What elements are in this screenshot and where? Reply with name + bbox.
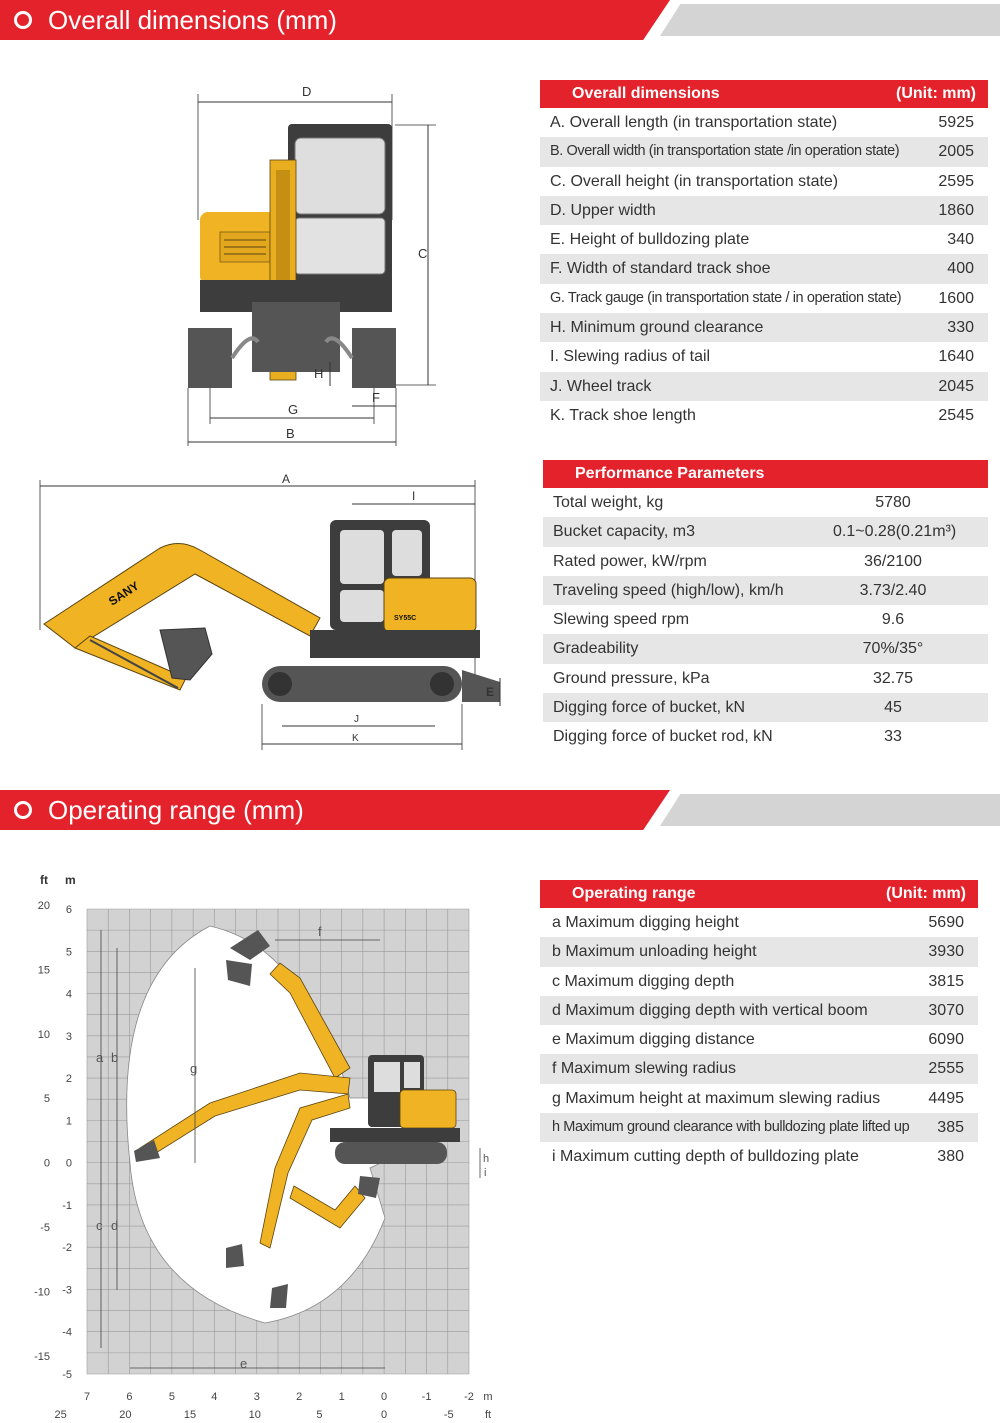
row-value: 3930 [928, 943, 964, 961]
boom-brand-label: SANY [106, 578, 142, 609]
unit-ft-bottom-label: ft [484, 1409, 492, 1421]
label-G: G [288, 402, 299, 417]
row-value: 9.6 [881, 611, 905, 629]
tick-label-ft-bottom: -5 [443, 1409, 454, 1421]
table-row [540, 108, 988, 137]
tick-label-m-left: 5 [65, 946, 72, 959]
unit-m-label: m [65, 873, 76, 887]
row-value: 5780 [875, 494, 911, 511]
table-row [540, 1142, 978, 1171]
row-label: Total weight, kg [553, 494, 664, 511]
tick-label-m-left: -1 [62, 1199, 72, 1212]
row-value: 2005 [938, 143, 974, 161]
label-b: b [111, 1050, 119, 1065]
row-value: 4495 [928, 1089, 964, 1107]
banner-gray-bar [660, 794, 1000, 826]
tick-label-m-bottom: 1 [338, 1391, 345, 1403]
model-label: SY55C [394, 615, 417, 622]
table-row [543, 722, 988, 751]
row-label: h Maximum ground clearance with bulldozing plate lifted up [552, 1119, 910, 1136]
row-value: 36/2100 [864, 552, 922, 570]
row-value: 32.75 [872, 669, 914, 687]
tick-label-ft-bottom: 5 [316, 1409, 323, 1421]
tick-label-m-bottom: 3 [253, 1391, 260, 1403]
row-value: 3.73/2.40 [859, 581, 927, 599]
tick-label-ft-left: -15 [34, 1350, 50, 1363]
row-value: 70%/35° [862, 640, 924, 658]
table-row [540, 937, 978, 966]
row-label: a Maximum digging height [552, 914, 739, 931]
row-value: 2595 [938, 172, 974, 190]
row-value: 2045 [938, 377, 974, 395]
tick-label-m-left: 0 [65, 1157, 72, 1170]
row-value: 3070 [928, 1001, 964, 1019]
table-row [540, 225, 988, 254]
label-e: e [240, 1356, 248, 1371]
row-value: 6090 [928, 1031, 964, 1049]
table-header-title: Overall dimensions [572, 85, 720, 102]
row-value: 3815 [928, 972, 964, 990]
label-c: c [96, 1218, 103, 1233]
table-row [540, 167, 988, 196]
dimensions-table [540, 80, 988, 430]
tick-label-ft-left: 15 [37, 964, 50, 977]
table-row [540, 908, 978, 937]
table-row [543, 547, 988, 576]
tick-label-ft-left: 10 [37, 1028, 50, 1041]
row-value: 330 [947, 319, 974, 337]
label-A: A [282, 472, 291, 486]
table-row [540, 254, 988, 283]
bullet-ring-icon [14, 11, 32, 29]
tick-label-ft-left: 5 [43, 1093, 50, 1106]
table-row [540, 372, 988, 401]
row-value: 385 [937, 1119, 964, 1137]
row-label: Bucket capacity, m3 [553, 523, 695, 541]
tick-label-m-bottom: 6 [126, 1391, 133, 1403]
row-label: Rated power, kW/rpm [553, 552, 707, 570]
banner-gray-bar [660, 4, 1000, 36]
table-row [540, 284, 988, 313]
table-header [543, 460, 988, 488]
tick-label-m-left: -2 [62, 1242, 72, 1255]
row-value: 0.1~0.28(0.21m³) [833, 523, 957, 541]
table-header [540, 80, 988, 108]
table-body [540, 908, 978, 1172]
row-label: G. Track gauge (in transportation state / in operation state) [550, 289, 902, 306]
table-header-unit: (Unit: mm) [886, 885, 966, 902]
tick-label-m-bottom: -1 [421, 1391, 432, 1403]
tick-label-m-bottom: 5 [168, 1391, 175, 1403]
label-B: B [286, 426, 295, 441]
table-row [540, 137, 988, 166]
label-K: K [352, 733, 359, 744]
row-value: 340 [947, 231, 974, 249]
row-label: J. Wheel track [550, 377, 652, 395]
row-value: 1860 [938, 201, 974, 219]
table-row [540, 996, 978, 1025]
label-g: g [190, 1061, 198, 1076]
table-row [543, 576, 988, 605]
tick-label-m-left: -3 [62, 1284, 72, 1297]
row-label: B. Overall width (in transportation state /in operation state) [550, 143, 900, 160]
tick-label-ft-left: 20 [37, 899, 50, 912]
row-label: c Maximum digging depth [552, 972, 735, 990]
tick-label-ft-bottom: 10 [248, 1409, 261, 1421]
operating-range-table [540, 880, 978, 1172]
table-row [540, 401, 988, 430]
table-row [540, 967, 978, 996]
row-label: K. Track shoe length [550, 406, 696, 424]
row-label: f Maximum slewing radius [552, 1060, 737, 1078]
section-banner-dimensions [0, 0, 1000, 40]
row-label: b Maximum unloading height [552, 943, 757, 961]
tick-label-ft-left: -10 [34, 1286, 50, 1299]
table-row [543, 664, 988, 693]
tick-label-m-left: 6 [65, 904, 72, 916]
row-value: 5690 [928, 914, 964, 931]
performance-table [543, 460, 988, 752]
tick-label-m-left: -4 [62, 1326, 72, 1339]
table-row [543, 693, 988, 722]
tick-label-ft-bottom: 20 [119, 1409, 132, 1421]
row-label: Digging force of bucket, kN [553, 699, 746, 717]
row-label: Slewing speed rpm [553, 611, 690, 629]
label-h: h [483, 1153, 490, 1165]
row-value: 2545 [938, 406, 974, 424]
side-view-drawing [30, 470, 510, 755]
tick-label-m-bottom: 4 [211, 1391, 218, 1403]
tick-label-ft-bottom: 25 [54, 1409, 67, 1421]
section-title: Operating range (mm) [48, 795, 304, 825]
tick-label-m-left: 1 [65, 1115, 72, 1128]
bullet-ring-icon [14, 801, 32, 819]
tick-label-m-bottom: 2 [296, 1391, 303, 1403]
section-title: Overall dimensions (mm) [48, 5, 337, 35]
table-row [540, 1054, 978, 1083]
label-a: a [96, 1050, 104, 1065]
label-C: C [418, 246, 428, 261]
label-H: H [314, 366, 324, 381]
row-value: 1600 [938, 289, 974, 307]
table-header [540, 880, 978, 908]
row-label: E. Height of bulldozing plate [550, 231, 750, 249]
table-row [540, 1113, 978, 1142]
row-label: D. Upper width [550, 201, 656, 219]
tick-label-m-bottom: 7 [83, 1391, 91, 1403]
tick-label-m-bottom: -2 [464, 1391, 474, 1403]
row-label: g Maximum height at maximum slewing radius [552, 1089, 881, 1107]
row-value: 5925 [938, 114, 974, 131]
unit-ft-label: ft [40, 873, 48, 887]
row-label: i Maximum cutting depth of bulldozing plate [552, 1148, 859, 1166]
section-banner-operating-range [0, 790, 1000, 830]
unit-m-bottom-label: m [483, 1391, 493, 1403]
table-row [540, 313, 988, 342]
row-label: F. Width of standard track shoe [550, 260, 771, 278]
label-F: F [372, 390, 380, 405]
table-body [540, 108, 988, 430]
label-f: f [318, 924, 322, 939]
table-body [543, 488, 988, 752]
label-I: I [412, 489, 416, 503]
tick-label-ft-bottom: 15 [183, 1409, 197, 1421]
row-label: A. Overall length (in transportation state) [550, 114, 838, 131]
label-d: d [111, 1218, 119, 1233]
row-label: H. Minimum ground clearance [550, 319, 764, 337]
row-value: 33 [884, 728, 902, 746]
row-value: 2555 [928, 1060, 964, 1078]
table-row [540, 1025, 978, 1054]
row-label: C. Overall height (in transportation state) [550, 172, 839, 190]
front-view-drawing [180, 80, 450, 450]
tick-label-m-left: -5 [62, 1369, 72, 1381]
row-label: I. Slewing radius of tail [550, 348, 711, 366]
label-E: E [486, 685, 495, 699]
row-label: e Maximum digging distance [552, 1031, 755, 1049]
row-value: 400 [947, 260, 974, 278]
label-i: i [484, 1167, 487, 1179]
table-row [540, 342, 988, 371]
tick-label-m-left: 2 [65, 1073, 72, 1086]
row-label: Digging force of bucket rod, kN [553, 728, 773, 746]
row-label: Ground pressure, kPa [553, 669, 710, 687]
label-J: J [354, 714, 359, 725]
row-label: d Maximum digging depth with vertical boom [552, 1001, 868, 1019]
label-D: D [302, 84, 312, 99]
table-row [543, 488, 988, 517]
tick-label-m-left: 4 [65, 988, 72, 1001]
tick-label-ft-left: 0 [43, 1157, 50, 1170]
table-row [543, 517, 988, 546]
table-row [543, 605, 988, 634]
row-value: 45 [884, 699, 902, 717]
table-row [540, 196, 988, 225]
row-label: Gradeability [553, 640, 639, 658]
row-value: 1640 [938, 348, 974, 366]
tick-label-ft-bottom: 0 [381, 1409, 388, 1421]
tick-label-ft-left: -5 [40, 1222, 50, 1235]
row-label: Traveling speed (high/low), km/h [553, 581, 784, 599]
operating-range-chart [30, 868, 500, 1423]
table-row [543, 634, 988, 663]
row-value: 380 [937, 1148, 964, 1166]
table-header-unit: (Unit: mm) [896, 85, 976, 102]
table-row [540, 1084, 978, 1113]
tick-label-m-left: 3 [65, 1030, 72, 1043]
table-header-title: Performance Parameters [575, 465, 765, 482]
tick-label-m-bottom: 0 [381, 1391, 388, 1403]
table-header-title: Operating range [572, 885, 696, 902]
